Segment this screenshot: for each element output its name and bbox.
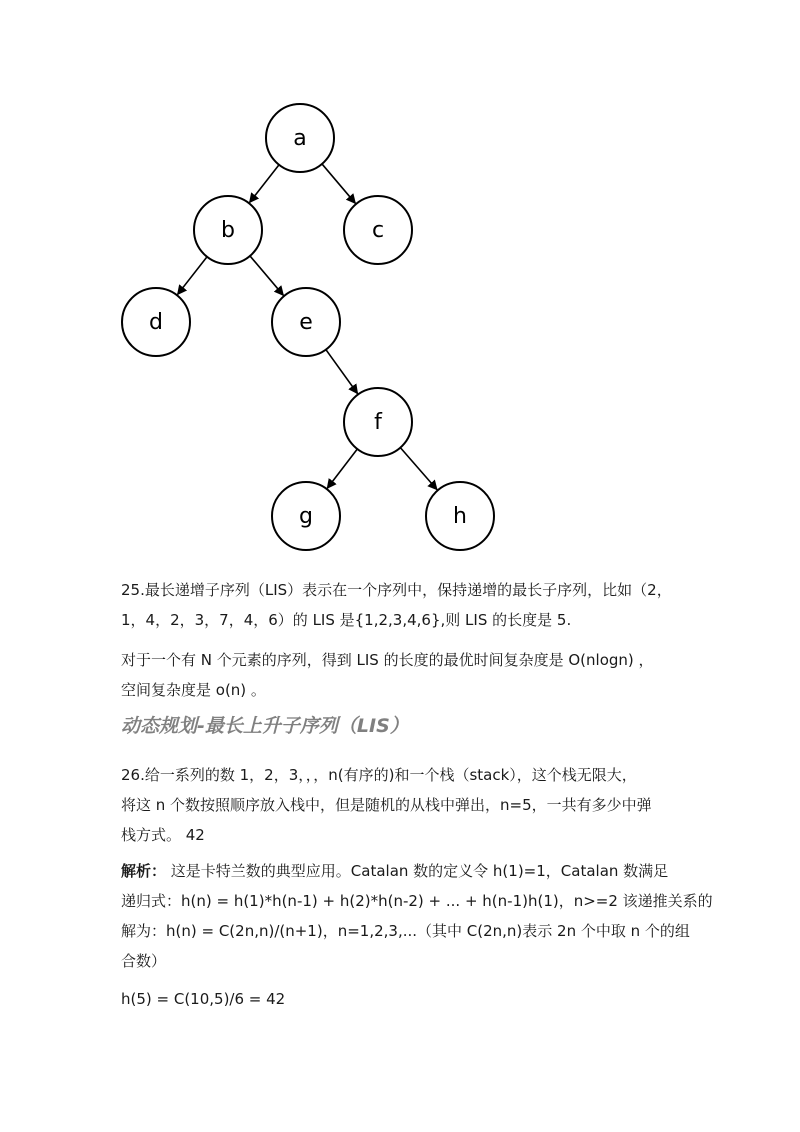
tree-node-b xyxy=(194,196,262,264)
tree-node-label: a xyxy=(293,126,307,151)
tree-node-c xyxy=(344,196,412,264)
question-26-line-3: 栈方式。 42 xyxy=(121,826,205,844)
edge-f-h xyxy=(400,448,437,490)
analysis-line-3: 解为：h(n) = C(2n,n)/(n+1)，n=1,2,3,...（其中 C(2n,n)表示 2n 个中取 n 个的组 xyxy=(121,922,690,940)
tree-node-h xyxy=(426,482,494,550)
analysis-line-2: 递归式：h(n) = h(1)*h(n-1) + h(2)*h(n-2) + ... + h(n-1)h(1)，n>=2 该递推关系的 xyxy=(121,892,713,910)
result-formula: h(5) = C(10,5)/6 = 42 xyxy=(121,990,286,1008)
tree-node-label: h xyxy=(453,504,467,529)
question-25-line-1: 25.最长递增子序列（LIS）表示在一个序列中，保持递增的最长子序列，比如（2， xyxy=(121,581,672,599)
question-26 xyxy=(121,760,701,850)
analysis-line-1-text: 这是卡特兰数的典型应用。Catalan 数的定义令 h(1)=1，Catalan 数满足 xyxy=(166,862,669,880)
edge-a-c xyxy=(322,164,355,203)
edge-b-d xyxy=(178,257,207,295)
question-26-line-1: 26.给一系列的数 1，2，3，，，n(有序的)和一个栈（stack），这个栈无限大， xyxy=(121,766,637,784)
tree-node-f xyxy=(344,388,412,456)
tree-node-label: c xyxy=(371,218,385,243)
analysis-line-1 xyxy=(121,856,701,886)
edge-f-g xyxy=(327,449,357,488)
tree-node-d xyxy=(122,288,190,356)
binary-tree-diagram xyxy=(0,0,800,560)
question-26-line-2: 将这 n 个数按照顺序放入栈中，但是随机的从栈中弹出，n=5，一共有多少中弹 xyxy=(121,796,652,814)
complexity-paragraph xyxy=(121,645,701,705)
tree-node-label: g xyxy=(299,504,313,529)
analysis-line-4: 合数） xyxy=(121,952,167,970)
question-25-line-2: 1，4，2，3，7，4，6）的 LIS 是{1,2,3,4,6},则 LIS 的长度是 5. xyxy=(121,611,572,629)
analysis-lead: 解析： xyxy=(121,862,167,880)
edge-a-b xyxy=(250,165,279,203)
edge-e-f xyxy=(326,350,358,394)
section-heading: 动态规划-最长上升子序列（LIS） xyxy=(121,715,409,737)
tree-node-a xyxy=(266,104,334,172)
complexity-line-2: 空间复杂度是 o(n) 。 xyxy=(121,681,266,699)
tree-node-label: b xyxy=(221,218,235,243)
tree-node-label: d xyxy=(149,310,163,335)
tree-node-label: e xyxy=(299,310,313,335)
tree-node-e xyxy=(272,288,340,356)
complexity-line-1: 对于一个有 N 个元素的序列，得到 LIS 的长度的最优时间复杂度是 O(nlogn) ， xyxy=(121,651,654,669)
tree-node-label: f xyxy=(374,410,382,435)
analysis-paragraph xyxy=(121,856,713,976)
tree-node-g xyxy=(272,482,340,550)
edge-b-e xyxy=(250,256,283,295)
question-25 xyxy=(121,575,701,635)
